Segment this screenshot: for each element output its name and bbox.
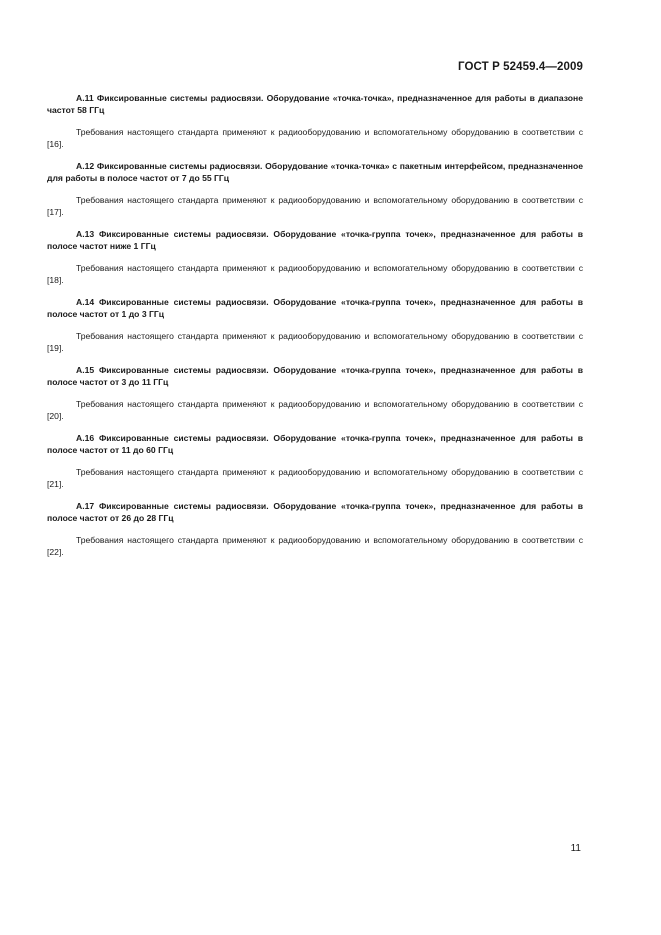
section-a16 xyxy=(47,432,583,490)
section-a15 xyxy=(47,364,583,422)
section-heading: А.14 Фиксированные системы радиосвязи. Оборудование «точка-группа точек», предназначенное для работы в полосе частот от 1 до 3 ГГц xyxy=(47,297,583,319)
section-text: Требования настоящего стандарта применяют к радиооборудованию и вспомогательному оборудованию в соответствии с [19]. xyxy=(47,331,583,353)
document-id-header: ГОСТ Р 52459.4—2009 xyxy=(458,61,583,73)
section-heading: А.17 Фиксированные системы радиосвязи. Оборудование «точка-группа точек», предназначенное для работы в полосе частот от 26 до 28 ГГц xyxy=(47,501,583,523)
section-text: Требования настоящего стандарта применяют к радиооборудованию и вспомогательному оборудованию в соответствии с [21]. xyxy=(47,467,583,489)
section-text: Требования настоящего стандарта применяют к радиооборудованию и вспомогательному оборудованию в соответствии с [17]. xyxy=(47,195,583,217)
page-number: 11 xyxy=(570,843,581,854)
section-heading: А.12 Фиксированные системы радиосвязи. Оборудование «точка-точка» с пакетным интерфейсом, предназначенное для работы в полосе частот от 7 до 55 ГГц xyxy=(47,161,583,183)
section-text: Требования настоящего стандарта применяют к радиооборудованию и вспомогательному оборудованию в соответствии с [22]. xyxy=(47,535,583,557)
section-heading: А.16 Фиксированные системы радиосвязи. Оборудование «точка-группа точек», предназначенное для работы в полосе частот от 11 до 60 ГГц xyxy=(47,433,583,455)
section-a13 xyxy=(47,228,583,286)
section-text: Требования настоящего стандарта применяют к радиооборудованию и вспомогательному оборудованию в соответствии с [18]. xyxy=(47,263,583,285)
section-a11 xyxy=(47,92,583,150)
section-a12 xyxy=(47,160,583,218)
section-text: Требования настоящего стандарта применяют к радиооборудованию и вспомогательному оборудованию в соответствии с [16]. xyxy=(47,127,583,149)
section-a17 xyxy=(47,500,583,558)
section-heading: А.15 Фиксированные системы радиосвязи. Оборудование «точка-группа точек», предназначенное для работы в полосе частот от 3 до 11 ГГц xyxy=(47,365,583,387)
section-heading: А.13 Фиксированные системы радиосвязи. Оборудование «точка-группа точек», предназначенное для работы в полосе частот ниже 1 ГГц xyxy=(47,229,583,251)
section-text: Требования настоящего стандарта применяют к радиооборудованию и вспомогательному оборудованию в соответствии с [20]. xyxy=(47,399,583,421)
section-a14 xyxy=(47,296,583,354)
document-body xyxy=(47,92,583,568)
section-heading: А.11 Фиксированные системы радиосвязи. Оборудование «точка-точка», предназначенное для работы в диапазоне частот 58 ГГц xyxy=(47,93,583,115)
